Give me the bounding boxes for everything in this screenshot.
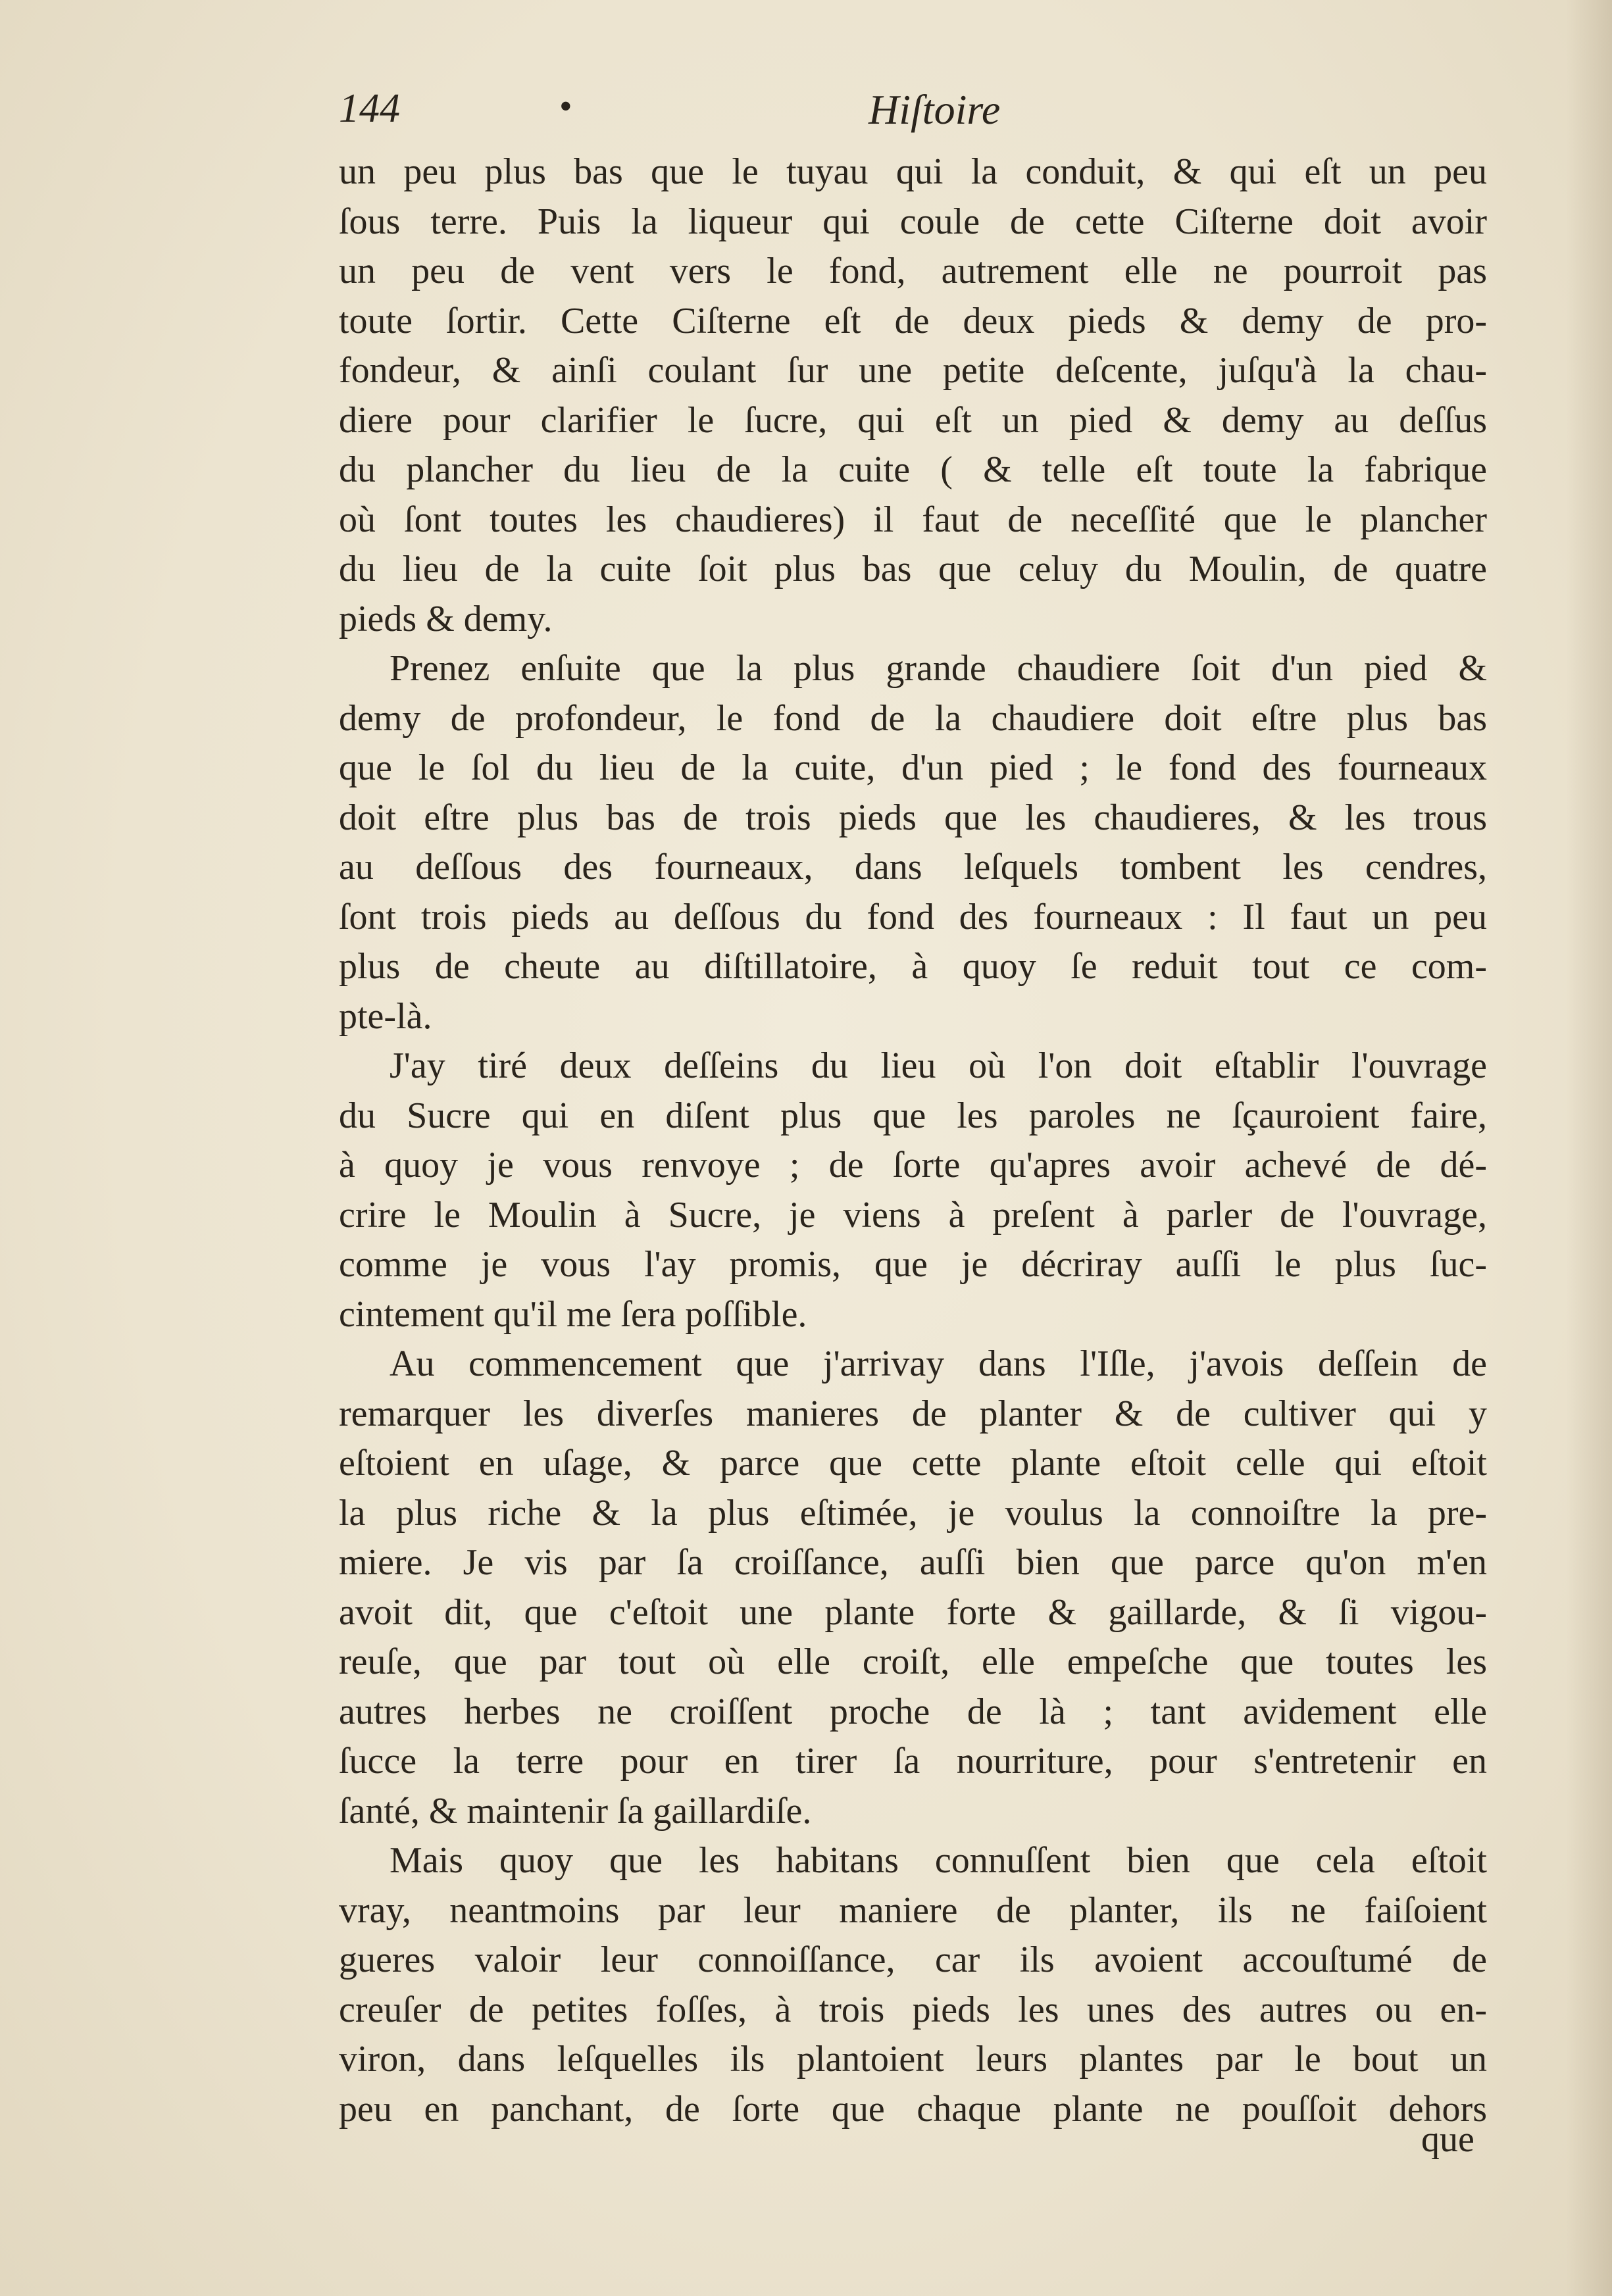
text-line: demy de profondeur, le fond de la chaudiere doit eſtre plus bas xyxy=(339,697,1487,739)
paragraph-start-line: Prenez enſuite que la plus grande chaudiere ſoit d'un pied & xyxy=(390,648,1487,689)
text-line: eſtoient en uſage, & parce que cette plante eſtoit celle qui eſtoit xyxy=(339,1443,1487,1484)
text-line: remarquer les diverſes manieres de planter & de cultiver qui y xyxy=(339,1393,1487,1434)
text-line: plus de cheute au diſtillatoire, à quoy ſe reduit tout ce com- xyxy=(339,946,1487,987)
text-line: du Sucre qui en diſent plus que les paroles ne ſçauroient faire, xyxy=(339,1095,1487,1136)
text-line: la plus riche & la plus eſtimée, je voulus la connoiſtre la pre- xyxy=(339,1492,1487,1534)
text-line: un peu de vent vers le fond, autrement elle ne pourroit pas xyxy=(339,251,1487,291)
text-line: pte-là. xyxy=(339,995,432,1037)
page-number: 144 xyxy=(339,86,400,131)
text-line: ſanté, & maintenir ſa gaillardiſe. xyxy=(339,1790,812,1832)
text-line: un peu plus bas que le tuyau qui la conduit, & qui eſt un peu xyxy=(339,151,1487,192)
text-line: ſous terre. Puis la liqueur qui coule de cette Ciſterne doit avoir xyxy=(339,201,1487,242)
text-line: crire le Moulin à Sucre, je viens à preſent à parler de l'ouvrage, xyxy=(339,1194,1487,1235)
header-ornament-dot: • xyxy=(559,86,572,127)
text-line: miere. Je vis par ſa croiſſance, auſſi bien que parce qu'on m'en xyxy=(339,1542,1487,1583)
text-line: fondeur, & ainſi coulant ſur une petite deſcente, juſqu'à la chau- xyxy=(339,350,1487,391)
paragraph-start-line: Mais quoy que les habitans connuſſent bien que cela eſtoit xyxy=(390,1840,1487,1881)
gutter-shadow xyxy=(1566,0,1612,2296)
paragraph-start-line: J'ay tiré deux deſſeins du lieu où l'on doit eſtablir l'ouvrage xyxy=(390,1045,1487,1086)
text-line: doit eſtre plus bas de trois pieds que les chaudieres, & les trous xyxy=(339,797,1487,838)
text-line: toute ſortir. Cette Ciſterne eſt de deux pieds & demy de pro- xyxy=(339,300,1487,341)
page-header xyxy=(339,86,1487,145)
text-line: où ſont toutes les chaudieres) il faut de neceſſité que le plancher xyxy=(339,499,1487,540)
text-line: avoit dit, que c'eſtoit une plante forte & gaillarde, & ſi vigou- xyxy=(339,1591,1487,1633)
text-line: autres herbes ne croiſſent proche de là ; tant avidement elle xyxy=(339,1691,1487,1732)
text-line: diere pour clarifier le ſucre, qui eſt un pied & demy au deſſus xyxy=(339,399,1487,441)
text-line: viron, dans leſquelles ils plantoient leurs plantes par le bout un xyxy=(339,2039,1487,2080)
text-line: vray, neantmoins par leur maniere de planter, ils ne faiſoient xyxy=(339,1889,1487,1931)
paragraph-start-line: Au commencement que j'arrivay dans l'Iſle, j'avois deſſein de xyxy=(390,1343,1487,1384)
running-head: Hiſtoire xyxy=(869,86,1001,133)
text-line: au deſſous des fourneaux, dans leſquels tombent les cendres, xyxy=(339,847,1487,887)
text-line: du plancher du lieu de la cuite ( & telle eſt toute la fabrique xyxy=(339,449,1487,490)
text-line: pieds & demy. xyxy=(339,598,553,639)
text-line: creuſer de petites foſſes, à trois pieds les unes des autres ou en- xyxy=(339,1989,1487,2030)
text-line: comme je vous l'ay promis, que je décriray auſſi le plus ſuc- xyxy=(339,1244,1487,1285)
text-line: reuſe, que par tout où elle croiſt, elle empeſche que toutes les xyxy=(339,1641,1487,1682)
text-line: peu en panchant, de ſorte que chaque plante ne pouſſoit dehors xyxy=(339,2088,1487,2130)
text-line: que le ſol du lieu de la cuite, d'un pied ; le fond des fourneaux xyxy=(339,747,1487,788)
body-text xyxy=(339,147,1487,2134)
text-line: ſucce la terre pour en tirer ſa nourriture, pour s'entretenir en xyxy=(339,1741,1487,1782)
text-line: gueres valoir leur connoiſſance, car ils avoient accouſtumé de xyxy=(339,1939,1487,1980)
text-line: du lieu de la cuite ſoit plus bas que celuy du Moulin, de quatre xyxy=(339,549,1487,589)
text-line: ſont trois pieds au deſſous du fond des fourneaux : Il faut un peu xyxy=(339,896,1487,937)
text-line: cintement qu'il me ſera poſſible. xyxy=(339,1293,807,1335)
catchword: que xyxy=(1421,2119,1474,2160)
text-line: à quoy je vous renvoye ; de ſorte qu'apres avoir achevé de dé- xyxy=(339,1145,1487,1185)
